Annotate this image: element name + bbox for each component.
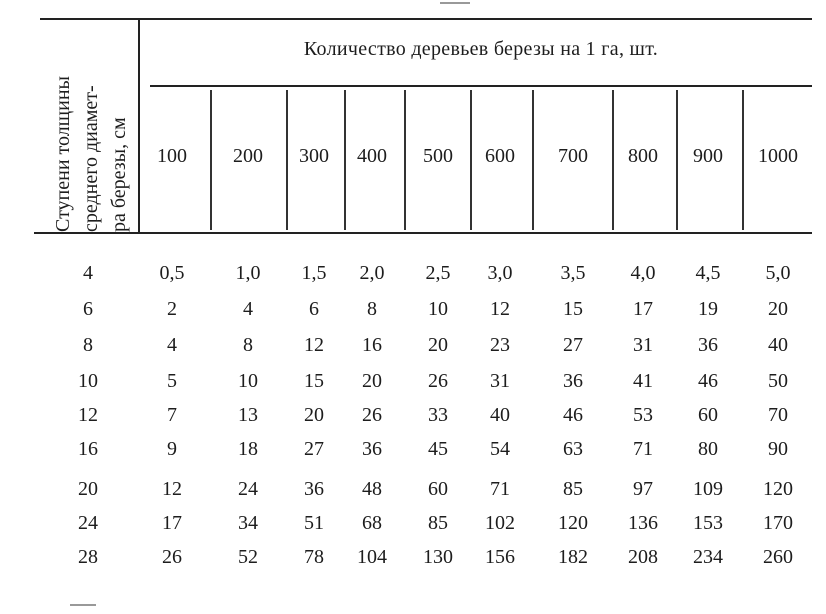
stub-column-divider [138,18,140,232]
table-cell: 20 [304,404,324,426]
table-cell: 170 [763,512,793,534]
table-cell: 20 [768,298,788,320]
table-cell: 4,0 [630,262,656,284]
table-cell: 2,5 [425,262,451,284]
table-cell: 208 [628,546,658,568]
table-cell: 46 [563,404,583,426]
column-divider [676,90,678,230]
column-divider [286,90,288,230]
table-cell: 27 [304,438,324,460]
row-label: 16 [78,438,98,460]
table-cell: 102 [485,512,515,534]
table-cell: 45 [428,438,448,460]
table-cell: 8 [367,298,377,320]
column-divider [612,90,614,230]
row-label: 6 [83,298,93,320]
stub-header [38,18,136,232]
table-cell: 48 [362,478,382,500]
column-header: 300 [299,145,329,167]
table-cell: 120 [558,512,588,534]
table-cell: 40 [768,334,788,356]
table-cell: 54 [490,438,510,460]
table-cell: 17 [162,512,182,534]
table-cell: 10 [238,370,258,392]
table-cell: 52 [238,546,258,568]
table-cell: 9 [167,438,177,460]
table-cell: 51 [304,512,324,534]
column-divider [404,90,406,230]
table-cell: 5,0 [765,262,791,284]
table-cell: 120 [763,478,793,500]
table-cell: 4 [167,334,177,356]
table-cell: 15 [563,298,583,320]
table-cell: 50 [768,370,788,392]
table-cell: 78 [304,546,324,568]
table-cell: 85 [428,512,448,534]
table-cell: 1,0 [235,262,261,284]
table-cell: 260 [763,546,793,568]
row-label: 12 [78,404,98,426]
table-cell: 109 [693,478,723,500]
stub-header-line-1: Ступени толщины [52,76,74,232]
scan-mark-top [440,2,470,4]
table-cell: 36 [304,478,324,500]
table-cell: 41 [633,370,653,392]
table-cell: 0,5 [159,262,185,284]
table-cell: 13 [238,404,258,426]
table-cell: 15 [304,370,324,392]
column-header: 200 [233,145,263,167]
table-cell: 36 [563,370,583,392]
table-cell: 40 [490,404,510,426]
row-label: 10 [78,370,98,392]
column-divider [742,90,744,230]
table-cell: 26 [362,404,382,426]
table-cell: 8 [243,334,253,356]
column-header: 500 [423,145,453,167]
column-header: 400 [357,145,387,167]
row-label: 8 [83,334,93,356]
table-cell: 10 [428,298,448,320]
column-header: 100 [157,145,187,167]
column-divider [210,90,212,230]
table-cell: 26 [162,546,182,568]
column-header: 1000 [758,145,798,167]
table-cell: 26 [428,370,448,392]
table-cell: 60 [698,404,718,426]
table-cell: 2 [167,298,177,320]
table-cell: 2,0 [359,262,385,284]
table-cell: 63 [563,438,583,460]
column-divider [344,90,346,230]
table-cell: 71 [490,478,510,500]
table-cell: 156 [485,546,515,568]
scan-mark-bottom [70,604,96,606]
table-cell: 85 [563,478,583,500]
table-cell: 70 [768,404,788,426]
table-cell: 27 [563,334,583,356]
table-cell: 12 [490,298,510,320]
column-header: 800 [628,145,658,167]
table-cell: 20 [362,370,382,392]
table-cell: 5 [167,370,177,392]
column-header: 600 [485,145,515,167]
table-cell: 104 [357,546,387,568]
row-label: 28 [78,546,98,568]
table-cell: 182 [558,546,588,568]
table-cell: 18 [238,438,258,460]
stub-header-line-3: ра березы, см [108,117,130,232]
table-cell: 90 [768,438,788,460]
column-header: 900 [693,145,723,167]
table-cell: 71 [633,438,653,460]
table-cell: 60 [428,478,448,500]
table-cell: 153 [693,512,723,534]
table-cell: 3,5 [560,262,586,284]
table-cell: 16 [362,334,382,356]
table-cell: 12 [304,334,324,356]
table-cell: 4,5 [695,262,721,284]
table-cell: 130 [423,546,453,568]
table-cell: 4 [243,298,253,320]
row-label: 20 [78,478,98,500]
table-cell: 31 [490,370,510,392]
table-cell: 7 [167,404,177,426]
row-label: 4 [83,262,93,284]
header-divider-rule [150,85,812,87]
table-cell: 19 [698,298,718,320]
table-top-rule [40,18,812,20]
stub-header-line-2: среднего диамет- [80,85,102,232]
table-cell: 68 [362,512,382,534]
header-bottom-rule [34,232,812,234]
table-cell: 33 [428,404,448,426]
group-header-title: Количество деревьев березы на 1 га, шт. [303,38,659,60]
column-divider [532,90,534,230]
table-cell: 24 [238,478,258,500]
table-cell: 17 [633,298,653,320]
table-cell: 20 [428,334,448,356]
table-cell: 97 [633,478,653,500]
table-cell: 80 [698,438,718,460]
table-cell: 34 [238,512,258,534]
row-label: 24 [78,512,98,534]
table-cell: 6 [309,298,319,320]
table-cell: 1,5 [301,262,327,284]
table-cell: 136 [628,512,658,534]
column-header: 700 [558,145,588,167]
table-cell: 46 [698,370,718,392]
table-cell: 31 [633,334,653,356]
table-cell: 12 [162,478,182,500]
column-divider [470,90,472,230]
table-cell: 234 [693,546,723,568]
table-cell: 36 [698,334,718,356]
table-cell: 3,0 [487,262,513,284]
table-cell: 23 [490,334,510,356]
table-cell: 36 [362,438,382,460]
table-cell: 53 [633,404,653,426]
